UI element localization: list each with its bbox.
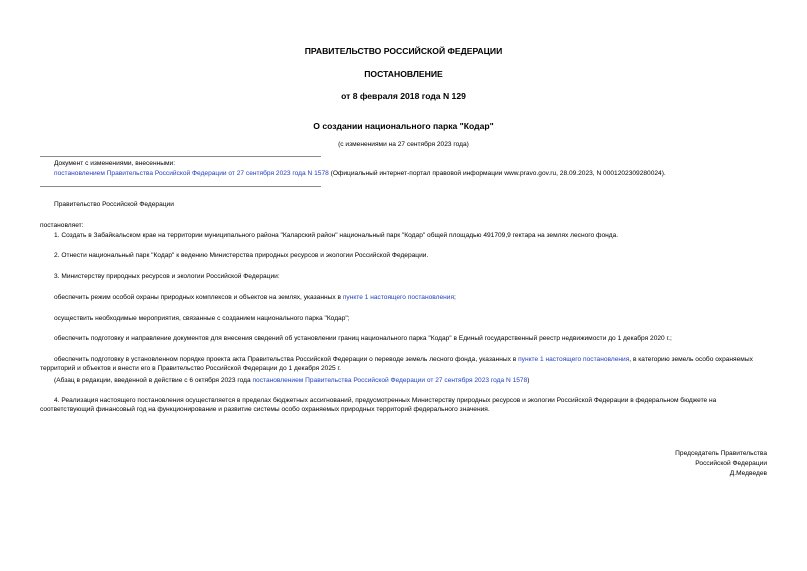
signatory-name: Д.Медведев (729, 470, 767, 477)
amendment-link[interactable]: постановлением Правительства Российской Федерации от 27 сентября 2023 года N 1578 (54, 170, 329, 177)
signatory-title: Председатель Правительства (675, 450, 767, 457)
issuing-authority: ПРАВИТЕЛЬСТВО РОССИЙСКОЙ ФЕДЕРАЦИИ (304, 46, 503, 56)
paragraph-3d-text: обеспечить подготовку в установленном порядке проекта акта Правительства Российской Федерации о переводе земель лесного фонда, указанных в (54, 356, 519, 363)
divider-bottom (40, 186, 321, 187)
paragraph-3a-text: обеспечить режим особой охраны природных комплексов и объектов на землях, указанных в (54, 294, 343, 301)
paragraph-1: 1. Создать в Забайкальском крае на территории муниципального района "Каларский район" национальный парк "Кодар" общей площадью 491709,9 гектара на землях лесного фонда. (54, 232, 619, 239)
paragraph-3d (40, 356, 767, 373)
document-date-number: от 8 февраля 2018 года N 129 (341, 91, 466, 101)
note-amendment-link[interactable]: постановлением Правительства Российской Федерации от 27 сентября 2023 года N 1578 (252, 377, 528, 384)
document-revision-note: (с изменениями на 27 сентября 2023 года) (338, 141, 469, 148)
note-suffix: ) (527, 377, 530, 384)
paragraph-3d-link[interactable]: пункте 1 настоящего постановления (518, 356, 630, 363)
paragraph-3d-note (54, 377, 529, 386)
signatory-body: Российской Федерации (695, 460, 767, 467)
paragraph-3a (54, 294, 456, 303)
document-type: ПОСТАНОВЛЕНИЕ (364, 69, 443, 79)
resolves-text: постановляет: (40, 222, 84, 229)
paragraph-3d-end: , в категорию земель особо охраняемых территорий и объектов и внести его в Правительство Российской Федерации до 1 декабря 2025 г. (40, 356, 753, 372)
amendment-source: (Официальный интернет-портал правовой информации www.pravo.gov.ru, 28.09.2023, N 0001202309280024). (328, 170, 666, 177)
paragraph-3a-link[interactable]: пункте 1 настоящего постановления (342, 294, 455, 301)
paragraph-3b: осуществить необходимые мероприятия, связанные с созданием национального парка "Кодар"; (54, 315, 350, 322)
divider-top (40, 156, 321, 157)
intro-text: Правительство Российской Федерации (54, 201, 174, 208)
paragraph-3: 3. Министерству природных ресурсов и экологии Российской Федерации: (54, 273, 280, 280)
paragraph-2: 2. Отнести национальный парк "Кодар" к ведению Министерства природных ресурсов и экологии Российской Федерации. (54, 252, 429, 259)
changes-reference (54, 170, 666, 179)
document-title: О создании национального парка "Кодар" (313, 121, 494, 131)
paragraph-4: 4. Реализация настоящего постановления осуществляется в пределах бюджетных ассигнований, предусмотренных Министерству природных ресурсов и экологии Российской Федерации в федеральном бюджете на соответствующий финансовый год на функционирование и развитие системы особо охраняемых природных территорий федерального значения. (40, 397, 717, 413)
note-prefix: (Абзац в редакции, введенной в действие с 6 октября 2023 года (54, 377, 253, 384)
changes-label: Документ с изменениями, внесенными: (54, 160, 176, 167)
paragraph-3c: обеспечить подготовку и направление документов для внесения сведений об установлении границ национального парка "Кодар" в Единый государственный реестр недвижимости до 1 декабря 2020 г.; (54, 335, 672, 342)
paragraph-3a-end: ; (454, 294, 456, 301)
